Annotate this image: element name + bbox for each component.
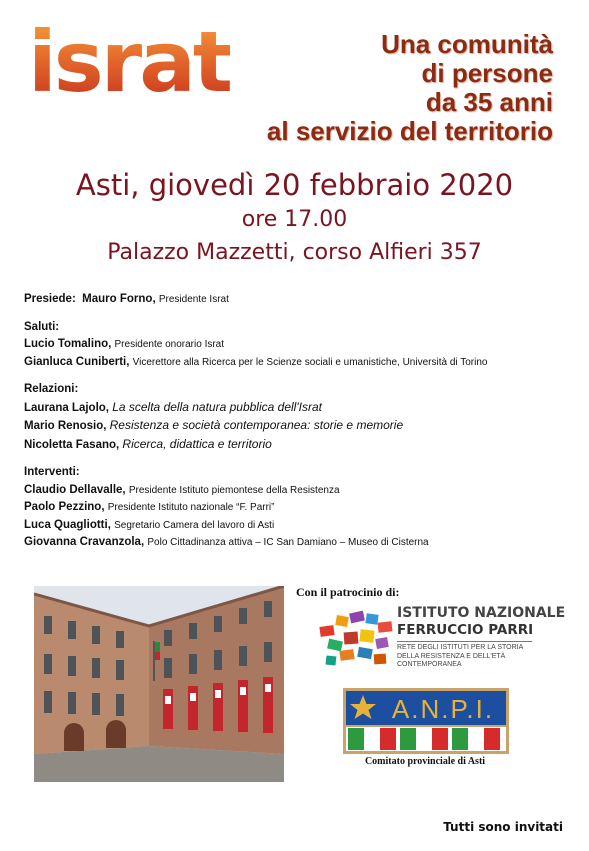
tagline-line-3: da 35 anni — [425, 87, 553, 117]
chair-label: Presiede: — [24, 293, 76, 305]
program — [24, 291, 569, 552]
interventi-label: Interventi: — [24, 466, 80, 478]
tagline-line-2: di persone — [421, 58, 553, 88]
event-time: ore 17.00 — [241, 207, 348, 232]
speaker-name: Gianluca Cuniberti, — [24, 355, 130, 368]
speaker-role: Vicerettore alla Ricerca per le Scienze sociali e umanistiche, Università di Torino — [132, 356, 488, 368]
anpi-caption: Comitato provinciale di Asti — [364, 756, 486, 767]
talk-title: Ricerca, didattica e territorio — [122, 436, 272, 451]
speaker-name: Giovanna Cravanzola, — [24, 536, 145, 548]
speaker-name: Laurana Lajolo, — [24, 401, 109, 414]
talk-title: La scelta della natura pubblica dell'Israt — [112, 399, 322, 414]
list-item — [24, 417, 569, 436]
speaker-role: Presidente Istituto nazionale “F. Parri” — [107, 502, 275, 513]
israt-logo: israt — [28, 13, 231, 111]
speaker-role: Presidente Istituto piemontese della Resistenza — [128, 484, 340, 496]
speaker-name: Lucio Tomalino, — [24, 338, 112, 350]
list-item — [24, 436, 569, 455]
list-item — [24, 399, 569, 418]
event-date: Asti, giovedì 20 febbraio 2020 — [75, 168, 514, 202]
list-item — [24, 336, 569, 354]
tagline-line-4: al servizio del territorio — [266, 116, 553, 146]
chair-name: Mauro Forno, — [82, 293, 156, 305]
list-item — [24, 534, 569, 552]
list-item — [24, 354, 569, 372]
parri-title-line2: FERRUCCIO PARRI — [397, 622, 534, 638]
relazioni-section — [24, 381, 569, 454]
speaker-role: Polo Cittadinanza attiva – IC San Damiano – Museo di Cisterna — [147, 537, 429, 548]
relazioni-label: Relazioni: — [24, 383, 79, 395]
palazzo-mazzetti-photo — [34, 586, 284, 782]
anpi-text: A.N.P.I. — [391, 694, 495, 724]
speaker-name: Luca Quagliotti, — [24, 518, 111, 531]
chair-role: Presidente Israt — [158, 294, 229, 305]
saluti-label: Saluti: — [24, 320, 60, 333]
parri-subtitle: RETE DEGLI ISTITUTI PER LA STORIA DELLA RESISTENZA E DELL'ETÀ CONTEMPORANEA — [397, 644, 523, 668]
interventi-section — [24, 464, 569, 552]
parri-divider — [397, 641, 532, 642]
tagline — [267, 30, 553, 146]
parri-title-line1: ISTITUTO NAZIONALE — [397, 605, 566, 621]
list-item — [24, 482, 569, 500]
list-item — [24, 499, 569, 517]
speaker-role: Segretario Camera del lavoro di Asti — [114, 519, 275, 531]
speaker-role: Presidente onorario Israt — [114, 339, 225, 350]
invitation-note: Tutti sono invitati — [443, 820, 563, 834]
list-item — [24, 517, 569, 535]
talk-title: Resistenza e società contemporanea: storie e memorie — [109, 418, 404, 432]
speaker-name: Mario Renosio, — [24, 420, 107, 432]
chair-section — [24, 291, 569, 309]
event-place: Palazzo Mazzetti, corso Alfieri 357 — [107, 240, 482, 265]
speaker-name: Nicoletta Fasano, — [24, 438, 120, 451]
speaker-name: Paolo Pezzino, — [24, 501, 105, 513]
patronage-label: Con il patrocinio di: — [296, 585, 400, 599]
saluti-section — [24, 319, 569, 372]
speaker-name: Claudio Dellavalle, — [24, 483, 126, 496]
tagline-line-1: Una comunità — [381, 29, 553, 59]
anpi-logo — [343, 688, 509, 754]
